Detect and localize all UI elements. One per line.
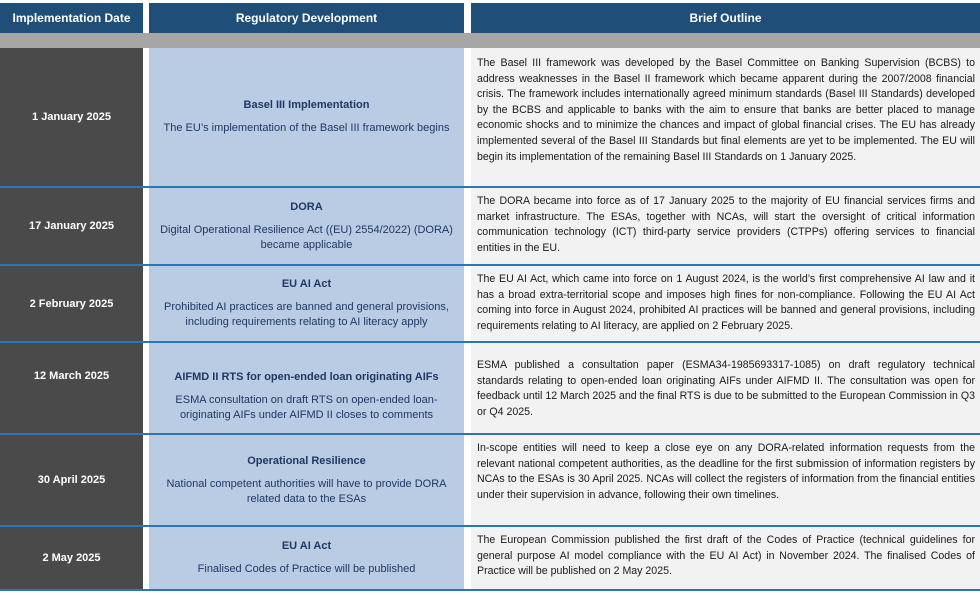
table-row [0,266,980,341]
table-row [0,435,980,525]
brief-outline: In-scope entities will need to keep a close eye on any DORA-related information requests from the relevant national competent authorities, as the deadline for the first submission of information registers by NCAs to the ESAs is 30 April 2025. NCAs will collect the registers of information from the financial entities under their supervision in advance, following their own timelines. [471,435,980,525]
brief-outline: The Basel III framework was developed by the Basel Committee on Banking Supervision (BCBS) to address weaknesses in the Basel II framework which became apparent during the 2007/2008 financial crisis. The framework includes internationally agreed minimum standards (Basel III Standards) developed by the BCBS and applicable to banks with the aim to ensure that banks are better placed to manage economic shocks and to minimize the chances and impact of global financial crises. The EU has already implemented several of the Basel III Standards but final elements are yet to be implemented. The EU will begin its implementation of the remaining Basel III Standards on 1 January 2025. [471,48,980,186]
regulatory-development [149,527,464,589]
development-title: DORA [290,200,323,213]
row-divider [0,589,980,591]
regulatory-development [149,435,464,525]
table-row [0,188,980,264]
brief-outline: ESMA published a consultation paper (ESMA34-1985693317-1085) on draft regulatory technical standards relating to open-ended loan originating AIFs under AIFMD II. The consultation was open for feedback until 12 March 2025 and the final RTS is due to be submitted to the European Commission in Q3 or Q4 2025. [471,343,980,433]
implementation-date: 12 March 2025 [0,343,143,433]
development-title: Operational Resilience [247,454,366,467]
regulatory-development [149,48,464,186]
header-implementation-date: Implementation Date [0,3,143,33]
table-row [0,48,980,186]
development-title: EU AI Act [281,278,332,290]
development-title: Basel III Implementation [243,99,370,111]
table-row [0,527,980,589]
development-subtitle: Finalised Codes of Practice will be published [197,563,416,575]
header-spacer-band [0,33,980,48]
header-brief-outline: Brief Outline [471,3,980,33]
implementation-date: 2 May 2025 [0,527,143,589]
development-subtitle: National competent authorities will have to provide DORA related data to the ESAs [166,477,447,505]
header-regulatory-development: Regulatory Development [149,3,464,33]
implementation-date: 30 April 2025 [0,435,143,525]
table-row [0,343,980,433]
implementation-date: 2 February 2025 [0,266,143,341]
implementation-date: 1 January 2025 [0,48,143,186]
development-subtitle: ESMA consultation on draft RTS on open-ended loan-originating AIFs under AIFMD II closes to comments [175,393,438,421]
brief-outline: The European Commission published the first draft of the Codes of Practice (technical guidelines for general purpose AI model compliance with the EU AI Act) in November 2024. The finalised Codes of Practice will be published on 2 May 2025. [471,527,980,589]
development-title: EU AI Act [281,540,332,552]
regulatory-development [149,266,464,341]
implementation-date: 17 January 2025 [0,188,143,264]
brief-outline: The DORA became into force as of 17 January 2025 to the majority of EU financial services firms and market infrastructure. The ESAs, together with NCAs, will start the oversight of critical information communication technology (ICT) third-party service providers (CTPPs) offering services to financial entities in the EU. [471,188,980,264]
development-subtitle: Prohibited AI practices are banned and general provisions, including requirements relating to AI literacy apply [164,301,449,328]
brief-outline: The EU AI Act, which came into force on 1 August 2024, is the world’s first comprehensive AI law and it has a broad extra-territorial scope and imposes high fines for non-compliance. Following the EU AI Act coming into force in August 2024, prohibited AI practices will be banned and general provisions, including requirements relating to AI literacy, are applied on 2 February 2025. [471,266,980,341]
regulatory-development [149,188,464,264]
regulatory-development [149,343,464,433]
development-subtitle: Digital Operational Resilience Act ((EU) 2554/2022) (DORA) became applicable [160,223,453,251]
development-title: AIFMD II RTS for open-ended loan originating AIFs [174,370,439,383]
development-subtitle: The EU’s implementation of the Basel III framework begins [163,122,450,134]
